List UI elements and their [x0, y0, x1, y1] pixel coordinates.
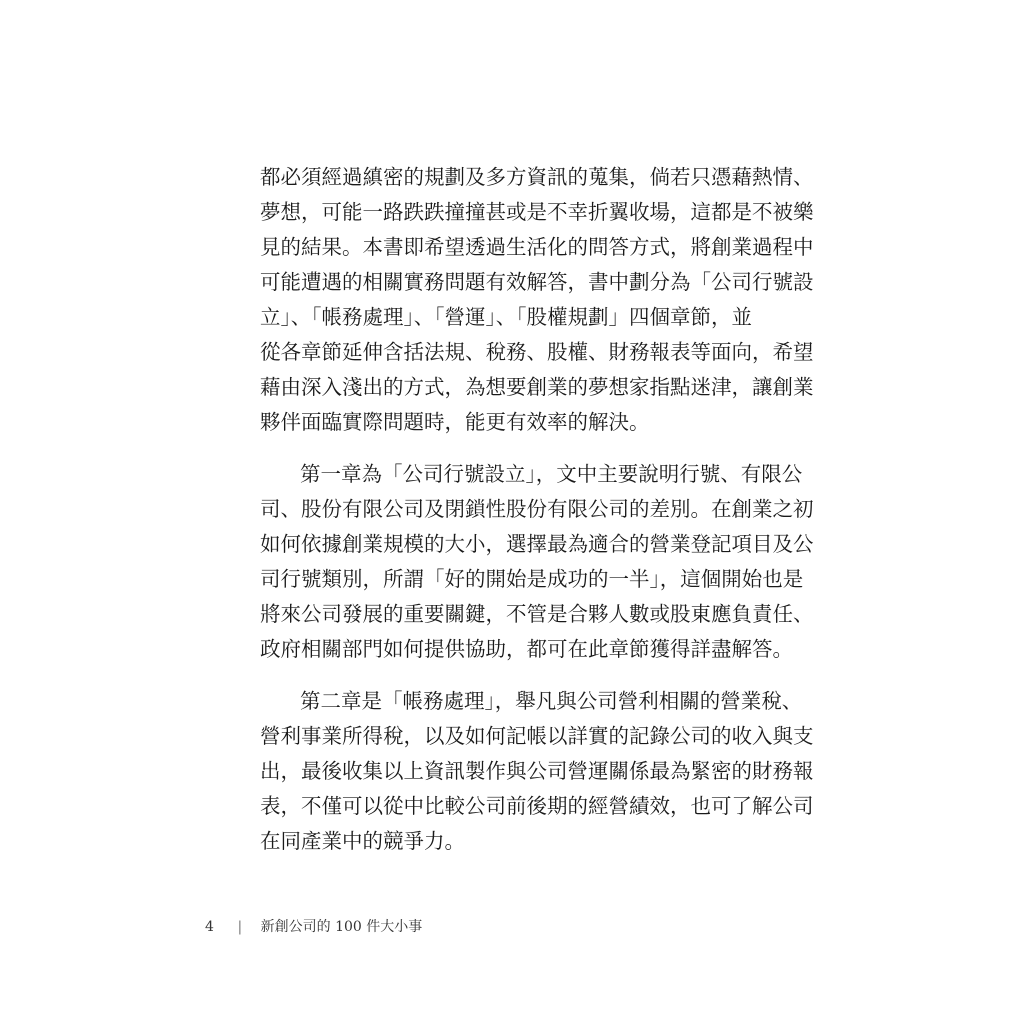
book-title: 新創公司的 100 件大小事	[260, 919, 423, 935]
paragraph-intro	[260, 160, 814, 440]
text-line: 將來公司發展的重要關鍵，不管是合夥人數或股東應負責任、	[260, 602, 814, 626]
footer-divider: |	[237, 919, 243, 935]
text-line: 如何依據創業規模的大小，選擇最為適合的營業登記項目及公	[260, 532, 814, 556]
text-line: 夢想，可能一路跌跌撞撞甚或是不幸折翼收場，這都是不被樂	[260, 200, 814, 224]
text-line: 從各章節延伸含括法規、稅務、股權、財務報表等面向，希望	[260, 340, 814, 364]
body-text	[260, 160, 814, 859]
paragraph-chapter-one	[260, 457, 814, 667]
text-line: 第一章為「公司行號設立」，文中主要說明行號、有限公	[300, 462, 803, 486]
page-footer	[205, 916, 422, 936]
page-number: 4	[205, 919, 214, 935]
paragraph-chapter-two	[260, 684, 814, 859]
text-line: 營利事業所得稅，以及如何記帳以詳實的記錄公司的收入與支	[260, 724, 814, 748]
text-line: 都必須經過縝密的規劃及多方資訊的蒐集，倘若只憑藉熱情、	[260, 165, 814, 189]
text-line: 立」、「帳務處理」、「營運」、「股權規劃」四個章節，並	[260, 305, 752, 329]
text-line: 司、股份有限公司及閉鎖性股份有限公司的差別。在創業之初	[260, 497, 814, 521]
text-line: 政府相關部門如何提供協助，都可在此章節獲得詳盡解答。	[260, 637, 793, 661]
text-line: 可能遭遇的相關實務問題有效解答，書中劃分為「公司行號設	[260, 270, 814, 294]
text-line: 司行號類別，所謂「好的開始是成功的一半」，這個開始也是	[260, 567, 804, 591]
text-line: 在同產業中的競爭力。	[260, 829, 465, 853]
text-line: 表，不僅可以從中比較公司前後期的經營績效，也可了解公司	[260, 794, 814, 818]
text-line: 夥伴面臨實際問題時，能更有效率的解決。	[260, 410, 650, 434]
text-line: 藉由深入淺出的方式，為想要創業的夢想家指點迷津，讓創業	[260, 375, 814, 399]
text-line: 出，最後收集以上資訊製作與公司營運關係最為緊密的財務報	[260, 759, 814, 783]
text-line: 見的結果。本書即希望透過生活化的問答方式，將創業過程中	[260, 235, 814, 259]
text-line: 第二章是「帳務處理」，舉凡與公司營利相關的營業稅、	[300, 689, 803, 713]
